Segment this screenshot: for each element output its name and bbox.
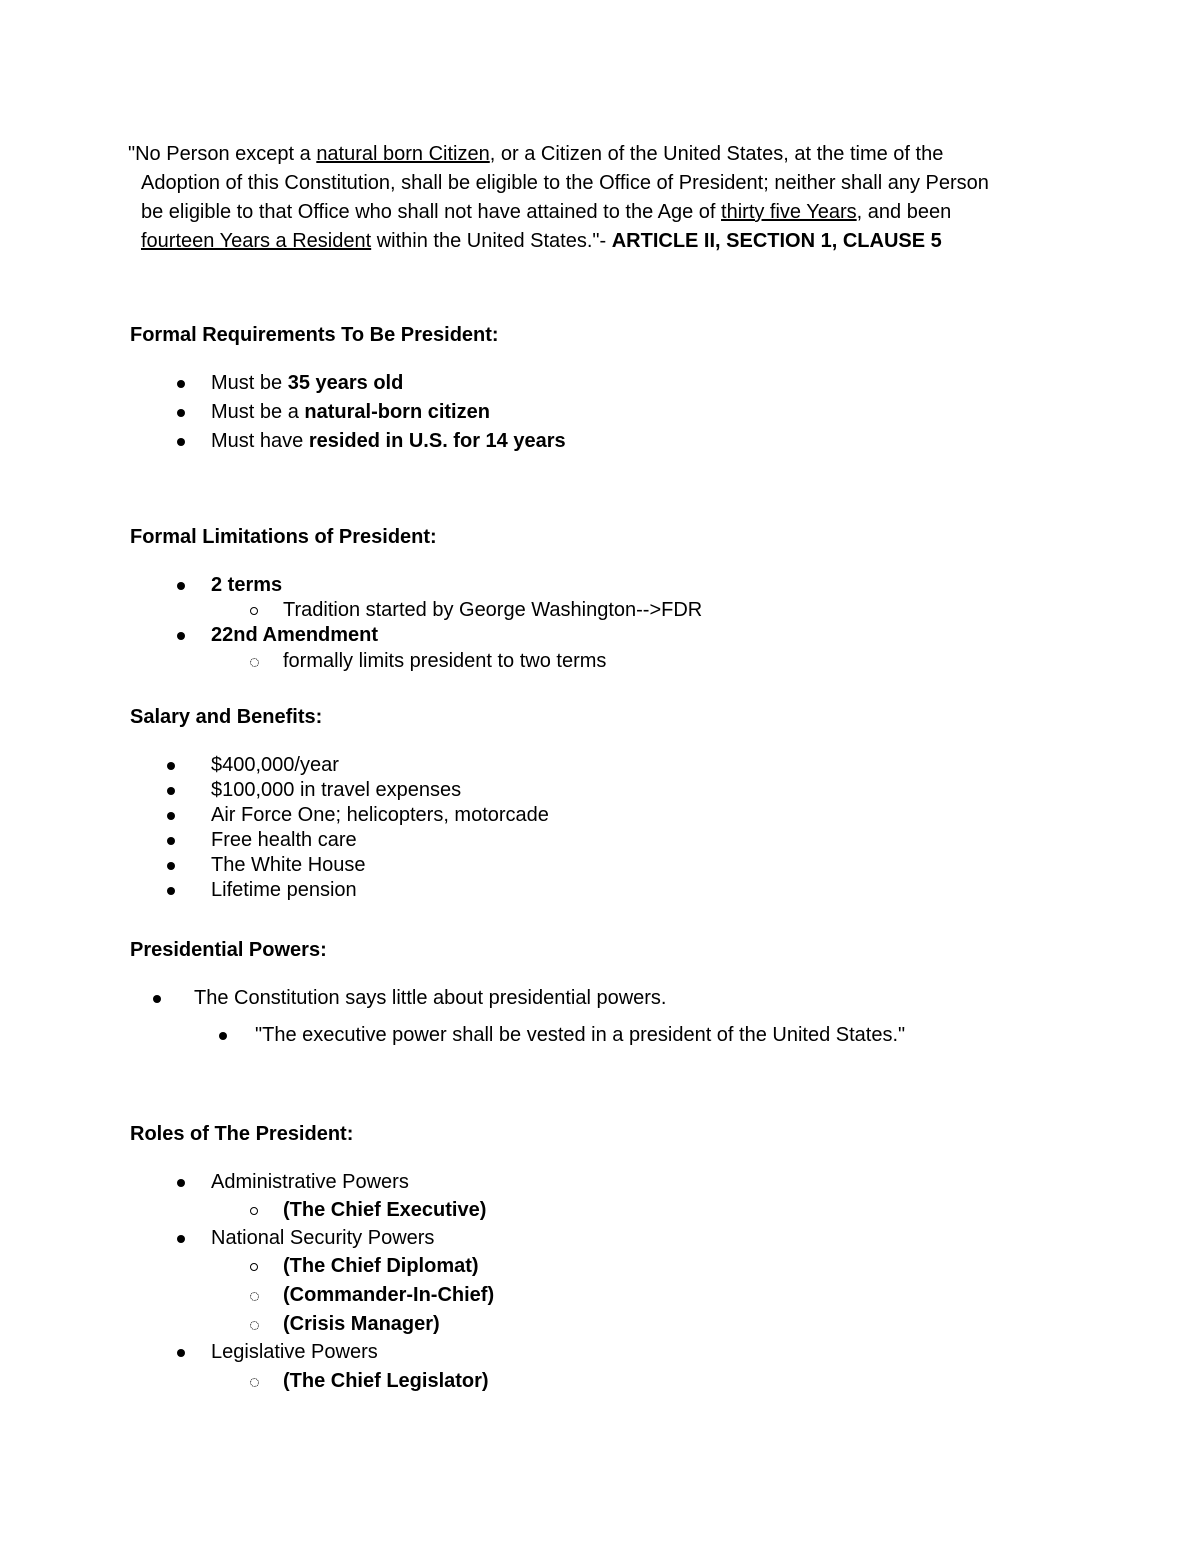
bullet-icon — [177, 1235, 185, 1243]
bullet-icon — [167, 812, 175, 820]
bullet-icon — [219, 1032, 227, 1040]
underlined-text: natural born Citizen — [316, 143, 490, 165]
dotted-circle-icon — [250, 658, 259, 667]
bullet-icon — [167, 837, 175, 845]
section-heading-salary: Salary and Benefits: — [130, 706, 323, 728]
quote-line-3: be eligible to that Office who shall not have attained to the Age of thirty five Years, and been — [141, 201, 952, 223]
section-heading-powers: Presidential Powers: — [130, 939, 327, 961]
bullet-icon — [167, 762, 175, 770]
bullet-icon — [177, 409, 185, 417]
hollow-circle-icon — [250, 1207, 258, 1215]
constitution-quote — [128, 140, 1088, 256]
hollow-circle-icon — [250, 1263, 258, 1271]
bullet-icon — [177, 380, 185, 388]
bullet-icon — [177, 1179, 185, 1187]
section-heading-requirements: Formal Requirements To Be President: — [130, 324, 499, 346]
quote-line-4: fourteen Years a Resident within the United States."- ARTICLE II, SECTION 1, CLAUSE 5 — [141, 230, 942, 252]
underlined-text: fourteen Years a Resident — [141, 230, 372, 252]
bullet-icon — [167, 887, 175, 895]
citation: ARTICLE II, SECTION 1, CLAUSE 5 — [611, 230, 942, 252]
quote-line-2: Adoption of this Constitution, shall be eligible to the Office of President; neither shall any Person — [141, 172, 989, 194]
dotted-circle-icon — [250, 1321, 259, 1330]
bullet-icon — [177, 438, 185, 446]
bullet-icon — [177, 582, 185, 590]
document-page: "No Person except a natural born Citizen, or a Citizen of the United States, at the time of the Adoption of this Constitution, shall be eligible to the Office of President; neither shall any Person be eligible to that Office who shall not have attained to the Age of thirty five Years, and been fourteen Years a Resident within the United States."- ARTICLE II, SECTION 1, CLAUSE 5 Formal Requirements To Be President: Must be 35 years old Must be a natural-born citizen Must have resided in U.S. for 14 years Formal Limitations of President: 2 terms Tradition started by George Washington-->FDR 22nd Amendment formally limits president to two terms Salary and Benefits: $400,000/year $100,000 in travel expenses Air Force One; helicopters, motorcade Free health care The White House Lifetime pension Presidential Powers: The Constitution says little about presidential powers. "The executive power shall be vested in a president of the United States." Roles of The President: Administrative Powers (The Chief Executive) National Security Powers (The Chief Diplomat) (Commander-In-Chief) (Crisis Manager) Legislative Powers (The Chief Legislator) — [0, 0, 1200, 1553]
section-heading-limitations: Formal Limitations of President: — [130, 526, 437, 548]
hollow-circle-icon — [250, 607, 258, 615]
section-heading-roles: Roles of The President: — [130, 1123, 354, 1145]
bullet-icon — [167, 862, 175, 870]
bullet-icon — [153, 995, 161, 1003]
bullet-icon — [177, 632, 185, 640]
underlined-text: thirty five Years — [721, 201, 857, 223]
bullet-icon — [167, 787, 175, 795]
dotted-circle-icon — [250, 1292, 259, 1301]
quote-line-1: "No Person except a natural born Citizen, or a Citizen of the United States, at the time of the — [128, 143, 944, 165]
dotted-circle-icon — [250, 1378, 259, 1387]
bullet-icon — [177, 1349, 185, 1357]
